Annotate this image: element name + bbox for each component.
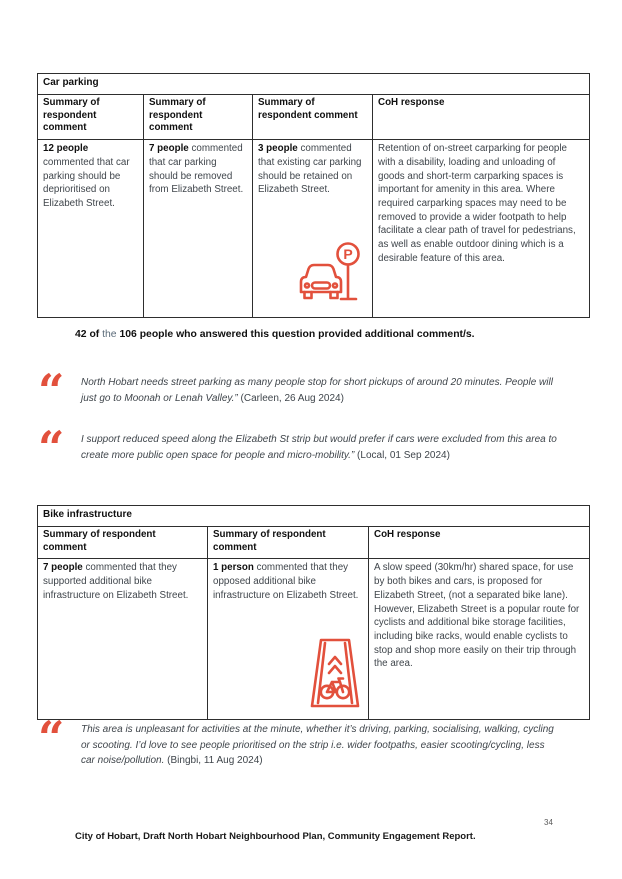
table-title: Bike infrastructure bbox=[38, 506, 590, 527]
svg-text:P: P bbox=[343, 245, 353, 262]
quote-body bbox=[81, 722, 558, 769]
comment-cell bbox=[38, 559, 208, 720]
pull-quote bbox=[38, 364, 558, 418]
quote-attribution: (Bingbi, 11 Aug 2024) bbox=[164, 755, 263, 766]
comment-text: commented that they opposed additional bike infrastructure on Elizabeth Street. bbox=[213, 562, 359, 601]
response-cell: A slow speed (30km/hr) shared space, for use by both bikes and cars, is proposed for Elizabeth Street, (not a separated bike lane). However, Elizabeth Street is a popular route for cyclists and additional bike storage facilities, including bike racks, would enable cyclists to stop and shop more easily on their trip through the area. bbox=[369, 559, 590, 720]
quote-text: North Hobart needs street parking as many people stop for short pickups of around 20 minutes. People will just go to Moonah or Lenah Valley.” bbox=[81, 377, 553, 404]
comment-text: commented that car parking should be removed from Elizabeth Street. bbox=[149, 143, 244, 196]
car-parking-table bbox=[37, 73, 590, 318]
table-title: Car parking bbox=[38, 74, 590, 95]
comment-text: commented that they supported additional bike infrastructure on Elizabeth Street. bbox=[43, 562, 189, 601]
quote-icon: “ bbox=[38, 421, 61, 475]
quote-text: I support reduced speed along the Elizabeth St strip but would prefer if cars were excluded from this area to create more public open space for people and micro-mobility.” bbox=[81, 434, 557, 461]
quote-attribution: (Carleen, 26 Aug 2024) bbox=[237, 392, 344, 404]
response-cell: Retention of on-street carparking for people with a disability, loading and unloading of goods and short-term carparking spaces is important for amenity in this area. Where required carparking spaces may need to be removed to provide a wider footpath to help facilitate a clear path of travel for pedestrians, as well as enable outdoor dining which is a desirable feature of this area. bbox=[373, 140, 590, 318]
column-header: Summary of respondent comment bbox=[208, 527, 369, 559]
comment-count: 3 people bbox=[258, 143, 298, 155]
quote-icon: “ bbox=[38, 364, 61, 418]
quote-attribution: (Local, 01 Sep 2024) bbox=[354, 449, 450, 461]
column-header: Summary of respondent comment bbox=[38, 95, 144, 140]
column-header: Summary of respondent comment bbox=[144, 95, 253, 140]
comment-count: 7 people bbox=[43, 562, 83, 574]
bike-infrastructure-table bbox=[37, 505, 590, 720]
comment-count: 1 person bbox=[213, 562, 254, 574]
quote-body bbox=[81, 432, 558, 465]
quote-icon: “ bbox=[38, 711, 61, 765]
comment-cell bbox=[208, 559, 369, 720]
comment-count: 12 people bbox=[43, 143, 89, 155]
comment-cell bbox=[253, 140, 373, 318]
pull-quote bbox=[38, 711, 558, 769]
respondent-stat-line bbox=[75, 329, 587, 340]
comment-cell bbox=[38, 140, 144, 318]
pull-quote bbox=[38, 421, 558, 475]
stat-muted-word: the bbox=[102, 329, 117, 340]
comment-text: commented that car parking should be deprioritised on Elizabeth Street. bbox=[43, 156, 130, 210]
comment-text: commented that existing car parking should be retained on Elizabeth Street. bbox=[258, 143, 362, 196]
comment-cell bbox=[144, 140, 253, 318]
stat-part: 106 people who answered this question provided additional comment/s. bbox=[116, 329, 475, 340]
car-parking-sign-icon bbox=[298, 241, 364, 308]
footer-text: City of Hobart, Draft North Hobart Neighbourhood Plan, Community Engagement Report. bbox=[75, 831, 476, 842]
column-header: CoH response bbox=[369, 527, 590, 559]
column-header: Summary of respondent comment bbox=[253, 95, 373, 140]
column-header: Summary of respondent comment bbox=[38, 527, 208, 559]
page-number: 34 bbox=[544, 818, 553, 827]
quote-body bbox=[81, 375, 558, 408]
comment-count: 7 people bbox=[149, 143, 189, 155]
quote-text: This area is unpleasant for activities at the minute, whether it’s driving, parking, socialising, walking, cycling or scooting. I’d love to see people prioritised on the strip i.e. wider footpaths, easier scooting/cycling, less car noise/pollution. bbox=[81, 724, 554, 766]
column-header: CoH response bbox=[373, 95, 590, 140]
stat-part: 42 of bbox=[75, 329, 103, 340]
bike-lane-icon bbox=[308, 637, 362, 714]
